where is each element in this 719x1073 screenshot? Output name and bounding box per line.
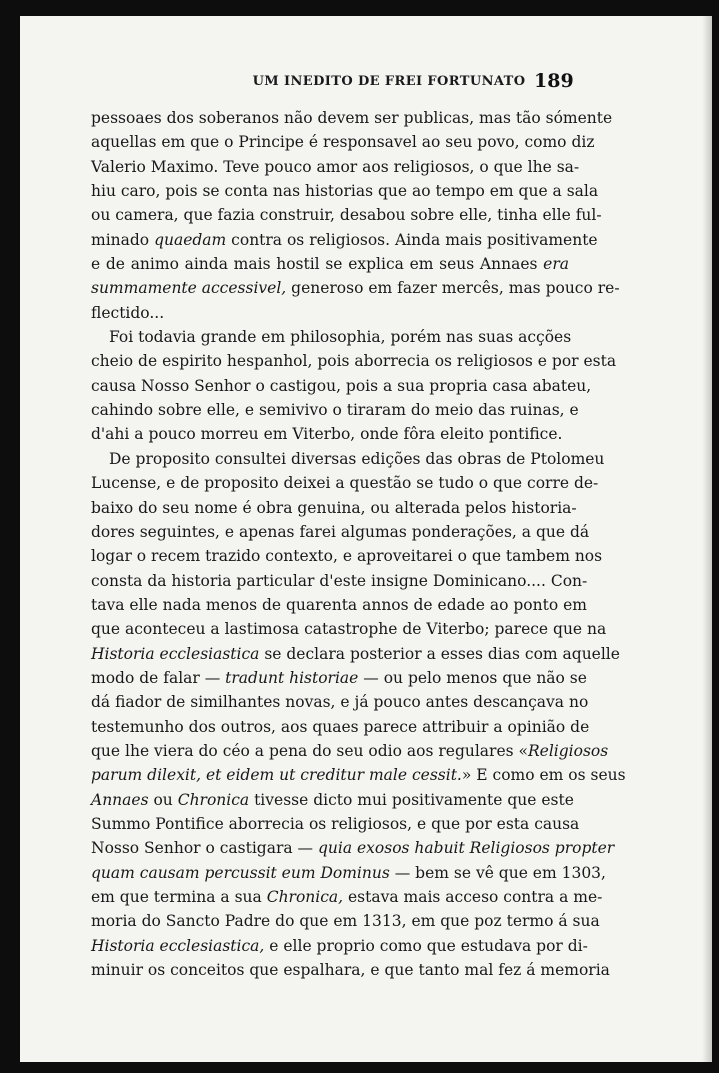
text-line: Summo Pontifice aborrecia os religiosos, e que por esta causa xyxy=(91,814,580,833)
text-line xyxy=(91,276,620,300)
text-line: Foi todavia grande em philosophia, porém nas suas acções xyxy=(109,328,572,347)
text-segment: modo de falar — xyxy=(91,668,226,687)
text-line xyxy=(91,763,626,787)
text-line: que aconteceu a lastimosa catastrophe de Viterbo; parece que na xyxy=(91,620,607,639)
italic-segment: Religiosos xyxy=(528,741,609,760)
text-segment: — ou pelo menos que não se xyxy=(358,668,587,687)
text-segment: minado xyxy=(91,230,155,249)
text-segment: generoso em fazer mercês, mas pouco re- xyxy=(286,279,620,298)
text-segment: ou xyxy=(148,790,178,809)
text-segment: estava mais acceso contra a me- xyxy=(343,888,603,906)
text-line xyxy=(91,642,620,666)
text-line xyxy=(91,861,606,885)
text-line: ou camera, que fazia construir, desabou sobre elle, tinha elle ful- xyxy=(91,206,602,225)
italic-segment: parum dilexit, et eidem ut creditur male cessit. xyxy=(91,766,462,785)
text-segment: que lhe viera do céo a pena do seu odio aos regulares « xyxy=(91,741,528,760)
running-head: UM INEDITO DE FREI FORTUNATO xyxy=(252,74,526,89)
text-line: pessoaes dos soberanos não devem ser publicas, mas tão sómente xyxy=(91,109,613,127)
text-segment: e elle proprio como que estudava por di- xyxy=(264,936,588,955)
text-segment: contra os religiosos. Ainda mais positivamente xyxy=(226,230,598,249)
text-line: consta da historia particular d'este insigne Dominicano.... Con- xyxy=(91,571,588,590)
italic-segment: era xyxy=(543,255,569,274)
text-line: cheio de espirito hespanhol, pois aborrecia os religiosos e por esta xyxy=(91,352,617,371)
text-line xyxy=(91,252,569,276)
text-line: dores seguintes, e apenas farei algumas ponderações, a que dá xyxy=(91,522,590,541)
italic-segment: Annaes xyxy=(91,790,149,809)
text-segment: Nosso Senhor o castigara — xyxy=(91,839,318,858)
text-line: causa Nosso Senhor o castigou, pois a sua propria casa abateu, xyxy=(91,376,592,395)
text-line: logar o recem trazido contexto, e aproveitarei o que tambem nos xyxy=(91,547,603,566)
text-line: flectido... xyxy=(91,303,165,322)
text-line: tava elle nada menos de quarenta annos de edade ao ponto em xyxy=(91,595,587,614)
text-segment: e de animo ainda mais hostil se explica em seus Annaes xyxy=(91,255,544,274)
text-line xyxy=(91,666,587,690)
text-segment: se declara posterior a esses dias com aquelle xyxy=(259,644,620,663)
page-number: 189 xyxy=(534,70,574,92)
text-segment: tivesse dicto mui positivamente que este xyxy=(249,790,574,809)
text-line: dá fiador de similhantes novas, e já pouco antes descançava no xyxy=(91,693,589,712)
italic-segment: Chronica xyxy=(177,790,250,809)
text-line xyxy=(91,885,603,909)
text-line: hiu caro, pois se conta nas historias que ao tempo em que a sala xyxy=(91,182,599,201)
text-line: baixo do seu nome é obra genuina, ou alterada pelos historia- xyxy=(91,498,577,517)
italic-segment: quaedam xyxy=(154,230,227,249)
text-line: aquellas em que o Principe é responsavel ao seu povo, como diz xyxy=(91,133,595,152)
text-line xyxy=(91,934,588,958)
italic-segment: quam causam percussit eum Dominus xyxy=(91,863,390,882)
italic-segment: Historia ecclesiastica xyxy=(91,644,260,663)
book-page xyxy=(20,16,712,1062)
text-line: moria do Sancto Padre do que em 1313, em que poz termo á sua xyxy=(91,912,600,931)
italic-segment: tradunt historiae xyxy=(225,668,359,687)
text-line: testemunho dos outros, aos quaes parece attribuir a opinião de xyxy=(91,717,590,736)
italic-segment: Historia ecclesiastica, xyxy=(91,936,265,955)
text-line: minuir os conceitos que espalhara, e que tanto mal fez á memoria xyxy=(91,961,610,980)
italic-segment: quia exosos habuit Religiosos propter xyxy=(317,839,615,858)
text-line: De proposito consultei diversas edições das obras de Ptolomeu xyxy=(109,449,605,468)
text-line xyxy=(91,739,609,763)
text-line: Lucense, e de proposito deixei a questão se tudo o que corre de- xyxy=(91,474,599,493)
body-text xyxy=(91,106,626,982)
text-segment: » E como em os seus xyxy=(461,766,626,785)
italic-segment: summamente accessivel, xyxy=(91,279,287,298)
text-line xyxy=(91,228,598,252)
italic-segment: Chronica, xyxy=(266,888,344,906)
text-line: cahindo sobre elle, e semivivo o tiraram do meio das ruinas, e xyxy=(91,401,579,420)
text-line: d'ahi a pouco morreu em Viterbo, onde fôra eleito pontifice. xyxy=(91,425,563,444)
text-line xyxy=(91,788,574,812)
text-segment: — bem se vê que em 1303, xyxy=(389,863,606,882)
text-segment: em que termina a sua xyxy=(91,888,267,906)
text-line: Valerio Maximo. Teve pouco amor aos religiosos, o que lhe sa- xyxy=(91,157,580,176)
text-line xyxy=(91,836,615,860)
